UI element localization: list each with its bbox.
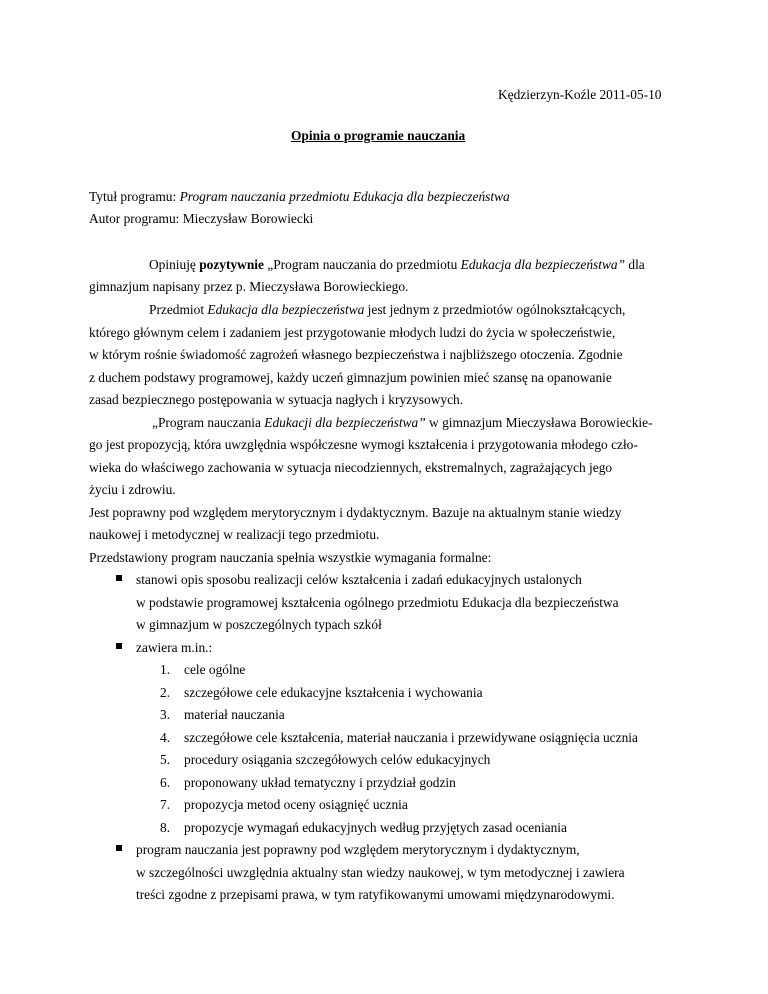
program-author-value: Mieczysław Borowiecki xyxy=(182,211,314,226)
list-item xyxy=(160,707,170,723)
list-item xyxy=(160,820,170,836)
para4-line1: Jest poprawny pod względem merytorycznym i dydaktycznym. Bazuje na aktualnym stanie wiedzy xyxy=(89,505,622,520)
para2-line4: z duchem podstawy programowej, każdy uczeń gimnazjum powinien mieć szansę na opanowanie xyxy=(89,370,612,385)
para2-line1 xyxy=(149,302,625,318)
program-author-line xyxy=(89,211,313,227)
list-item xyxy=(160,752,170,768)
list-item-text: proponowany układ tematyczny i przydział godzin xyxy=(184,775,456,790)
list-item-text: materiał nauczania xyxy=(184,707,285,722)
para3-line1 xyxy=(152,415,653,431)
para2-line2: którego głównym celem i zadaniem jest przygotowanie młodych ludzi do życia w społeczeństwie, xyxy=(89,325,616,340)
bullet1-line2: w podstawie programowej kształcenia ogólnego przedmiotu Edukacja dla bezpieczeństwa xyxy=(136,595,619,610)
program-title-label: Tytuł programu: xyxy=(89,189,180,204)
para1-text: dla xyxy=(625,257,645,272)
para3-text: w gimnazjum Mieczysława Borowieckie- xyxy=(425,415,653,430)
para3-line2: go jest propozycją, która uwzględnia współczesne wymogi kształcenia i przygotowania młodego czło- xyxy=(89,437,638,452)
para3-text: „Program nauczania xyxy=(152,415,265,430)
para2-text: jest jednym z przedmiotów ogólnokształcących, xyxy=(364,302,626,317)
bullet3-line1: program nauczania jest poprawny pod względem merytorycznym i dydaktycznym, xyxy=(136,842,580,857)
para1-line1 xyxy=(149,257,645,273)
list-item xyxy=(160,730,170,746)
bullet3-line2: w szczególności uwzględnia aktualny stan wiedzy naukowej, w tym metodycznej i zawiera xyxy=(136,865,625,880)
para3-line4: życiu i zdrowiu. xyxy=(89,482,176,497)
para1-bold: pozytywnie xyxy=(199,257,264,272)
bullet3-line3: treści zgodne z przepisami prawa, w tym ratyfikowanymi umowami międzynarodowymi. xyxy=(136,887,615,902)
para4-line3: Przedstawiony program nauczania spełnia wszystkie wymagania formalne: xyxy=(89,550,492,565)
list-number: 6. xyxy=(160,775,171,790)
list-number: 4. xyxy=(160,730,171,745)
list-number: 7. xyxy=(160,797,171,812)
para2-line5: zasad bezpiecznego postępowania w sytuacja nagłych i kryzysowych. xyxy=(89,392,464,407)
bullet-square-icon xyxy=(116,643,122,649)
para3-line3: wieka do właściwego zachowania w sytuacja niecodziennych, ekstremalnych, zagrażających jego xyxy=(89,460,613,475)
para1-text: „Program nauczania do przedmiotu xyxy=(263,257,461,272)
list-item-text: szczegółowe cele kształcenia, materiał nauczania i przewidywane osiągnięcia ucznia xyxy=(184,730,638,745)
list-item-text: propozycje wymagań edukacyjnych według przyjętych zasad oceniania xyxy=(184,820,567,835)
para2-italic: Edukacja dla bezpieczeństwa xyxy=(207,302,365,317)
bullet-square-icon xyxy=(116,575,122,581)
para4-line2: naukowej i metodycznej w realizacji tego przedmiotu. xyxy=(89,527,380,542)
list-number: 3. xyxy=(160,707,171,722)
list-item xyxy=(160,797,170,813)
list-number: 1. xyxy=(160,662,171,677)
bullet1-line1: stanowi opis sposobu realizacji celów kształcenia i zadań edukacyjnych ustalonych xyxy=(136,572,582,587)
place-date: Kędzierzyn-Koźle 2011-05-10 xyxy=(498,87,662,102)
list-item xyxy=(160,662,170,678)
list-item xyxy=(160,685,170,701)
bullet2-line1: zawiera m.in.: xyxy=(136,640,213,655)
list-number: 5. xyxy=(160,752,171,767)
para1-italic: Edukacja dla bezpieczeństwa” xyxy=(460,257,626,272)
para2-line3: w którym rośnie świadomość zagrożeń własnego bezpieczeństwa i najbliższego otoczenia. Zgodnie xyxy=(89,347,623,362)
program-title-value: Program nauczania przedmiotu Edukacja dla bezpieczeństwa xyxy=(179,189,510,204)
program-author-label: Autor programu: xyxy=(89,211,183,226)
list-item-text: cele ogólne xyxy=(184,662,246,677)
para2-text: Przedmiot xyxy=(149,302,208,317)
list-item-text: szczegółowe cele edukacyjne kształcenia i wychowania xyxy=(184,685,483,700)
list-item-text: propozycja metod oceny osiągnięć ucznia xyxy=(184,797,408,812)
page-title: Opinia o programie nauczania xyxy=(291,128,466,143)
list-item-text: procedury osiągania szczegółowych celów edukacyjnych xyxy=(184,752,491,767)
list-number: 2. xyxy=(160,685,171,700)
bullet1-line3: w gimnazjum w poszczególnych typach szkół xyxy=(136,617,382,632)
bullet-square-icon xyxy=(116,845,122,851)
para1-line2: gimnazjum napisany przez p. Mieczysława Borowieckiego. xyxy=(89,279,409,294)
list-item xyxy=(160,775,170,791)
program-title-line xyxy=(89,189,510,205)
list-number: 8. xyxy=(160,820,171,835)
para3-italic: Edukacji dla bezpieczeństwa” xyxy=(264,415,426,430)
para1-text: Opiniuję xyxy=(149,257,200,272)
